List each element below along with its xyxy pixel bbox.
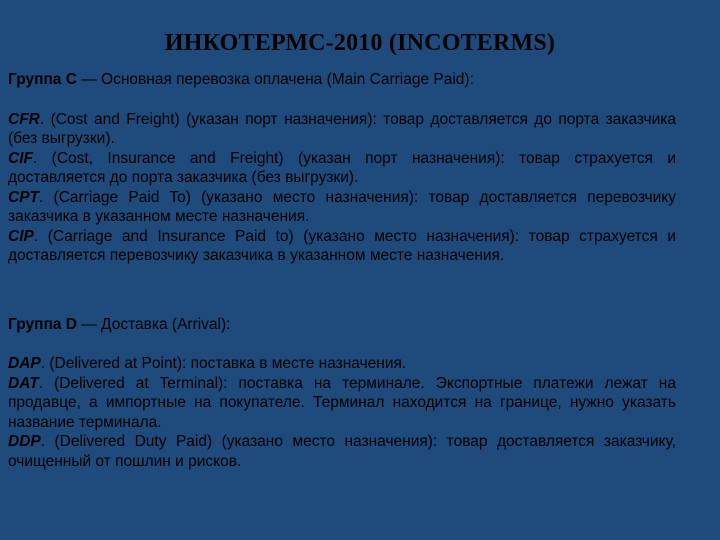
- group-d-description: — Доставка (Arrival):: [76, 315, 231, 333]
- term-dat: DAT: [8, 374, 39, 392]
- term-cip: CIP: [8, 227, 34, 245]
- definition-cpt: . (Carriage Paid To) (указано место назначения): товар доставляется перевозчику заказчика в указанном месте назначения.: [8, 188, 676, 225]
- group-d-list: [8, 354, 676, 471]
- group-d-heading: [8, 315, 676, 335]
- group-c-description: — Основная перевозка оплачена (Main Carriage Paid):: [76, 71, 474, 88]
- definition-cip: . (Carriage and Insurance Paid to) (указано место назначения): товар страхуется и доставляется перевозчику заказчика в указанном месте назначения.: [8, 227, 676, 264]
- list-item-dap: [8, 354, 676, 374]
- group-c-heading: [8, 70, 676, 90]
- definition-ddp: . (Delivered Duty Paid) (указано место назначения): товар доставляется заказчику, очищенный от пошлин и рисков.: [8, 433, 676, 470]
- spacer: [8, 266, 676, 315]
- group-c-list: [8, 110, 676, 266]
- list-item-dat: [8, 374, 676, 433]
- list-item-cip: [8, 227, 676, 266]
- group-c-label: Группа C: [8, 71, 77, 88]
- definition-cfr: . (Cost and Freight) (указан порт назначения): товар доставляется до порта заказчика (без выгрузки).: [8, 110, 676, 147]
- definition-cif: . (Cost, Insurance and Freight) (указан порт назначения): товар страхуется и доставляется до порта заказчика (без выгрузки).: [8, 149, 676, 186]
- list-item-ddp: [8, 432, 676, 471]
- list-item-cif: [8, 149, 676, 188]
- group-d-label: Группа D: [8, 315, 77, 333]
- term-cif: CIF: [8, 149, 33, 167]
- term-cpt: CPT: [8, 188, 39, 206]
- term-ddp: DDP: [8, 433, 41, 450]
- slide-body: [8, 70, 676, 471]
- list-item-cfr: [8, 110, 676, 149]
- term-cfr: CFR: [8, 110, 40, 128]
- slide-title: ИНКОТЕРМС-2010 (INCOTERMS): [164, 30, 556, 56]
- spacer: [8, 334, 676, 354]
- list-item-cpt: [8, 188, 676, 227]
- definition-dap: . (Delivered at Point): поставка в месте назначения.: [40, 355, 407, 372]
- definition-dat: . (Delivered at Terminal): поставка на терминале. Экспортные платежи лежат на продавце, а импортные на покупателе. Терминал находится на границе, нужно указать название терминала.: [8, 374, 676, 431]
- term-dap: DAP: [8, 355, 41, 372]
- spacer: [8, 90, 676, 110]
